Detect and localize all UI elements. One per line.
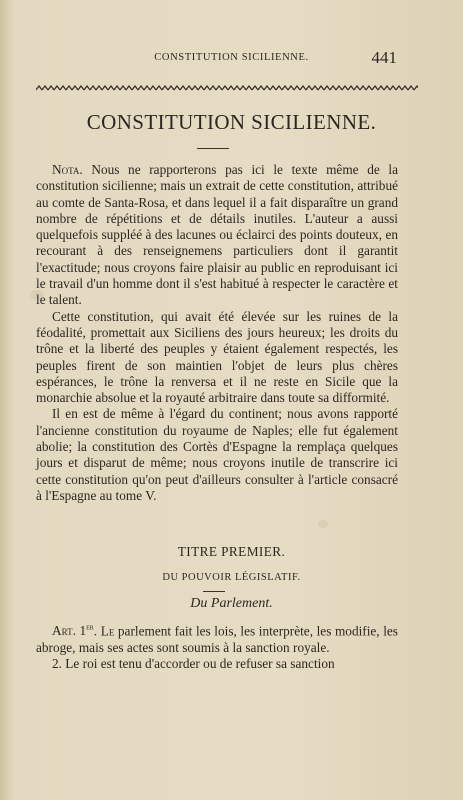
article-1: [36, 620, 398, 656]
title-divider: [197, 148, 229, 149]
paragraph-2: Cette constitution, qui avait été élevée sur les ruines de la féodalité, promettait aux Siciliens des jours heureux; les droits du trône et la liberté des peuples y étaient également respectés, les peuples firent de son maintien l'objet de leurs plus chères espérances, le trône la renversa et il ne reste en Sicile que la monarchie absolue et la royauté arbitraire dans toute sa difformité.: [36, 308, 398, 406]
article-2: 2. Le roi est tenu d'accorder ou de refuser sa sanction: [52, 656, 335, 672]
decorative-rule: [36, 85, 418, 92]
articles: [36, 620, 398, 672]
running-head-title: CONSTITUTION SICILIENNE.: [154, 52, 309, 63]
article-1-lead: . Le: [93, 623, 115, 639]
section-title: TITRE PREMIER.: [177, 544, 286, 559]
article-1-number: Art. 1er: [52, 623, 94, 639]
section-divider: [203, 591, 225, 592]
paper-stain: [318, 520, 328, 528]
paragraph-1-text: Nous ne rapporterons pas ici le texte même de la constitution sicilienne; mais un extrait de cette constitution, attribué au comte de Santa-Rosa, et dans lequel il a fait disparaître un grand nombre de répétitions et de détails inutiles. L'auteur a aussi quelquefois suppléé à des lacunes ou éclairci des points douteux, en recourant à des renseignemens particuliers dont il garantit l'exactitude; nous croyons faire plaisir au public en reproduisant ici le travail d'un homme dont il s'est habitué à respecter le caractère et le talent.: [36, 162, 398, 308]
intro-text: [36, 162, 398, 504]
running-head: [0, 48, 463, 68]
article-1-text: parlement fait les lois, les interprète, les modifie, les abroge, mais ses actes sont soumis à la sanction royale.: [36, 623, 398, 655]
ornament-pattern-icon: [36, 85, 418, 92]
section-subtitle: DU POUVOIR LÉGISLATIF.: [162, 572, 301, 583]
paragraph-nota: [36, 162, 398, 309]
section-heading-italic: Du Parlement.: [190, 596, 273, 611]
page-title: CONSTITUTION SICILIENNE.: [86, 110, 377, 134]
paragraph-3: Il en est de même à l'égard du continent; nous avons rapporté l'ancienne constitution du royaume de Naples; elle fut également abolie; la constitution des Cortès d'Espagne la remplaça quelques jours et disparut de même; nous croyons inutile de transcrire ici cette constitution qu'on peut d'ailleurs consulter à l'article consacré à l'Espagne au tome V.: [36, 406, 398, 503]
nota-label: Nota.: [52, 162, 83, 177]
page-number: 441: [371, 48, 397, 67]
